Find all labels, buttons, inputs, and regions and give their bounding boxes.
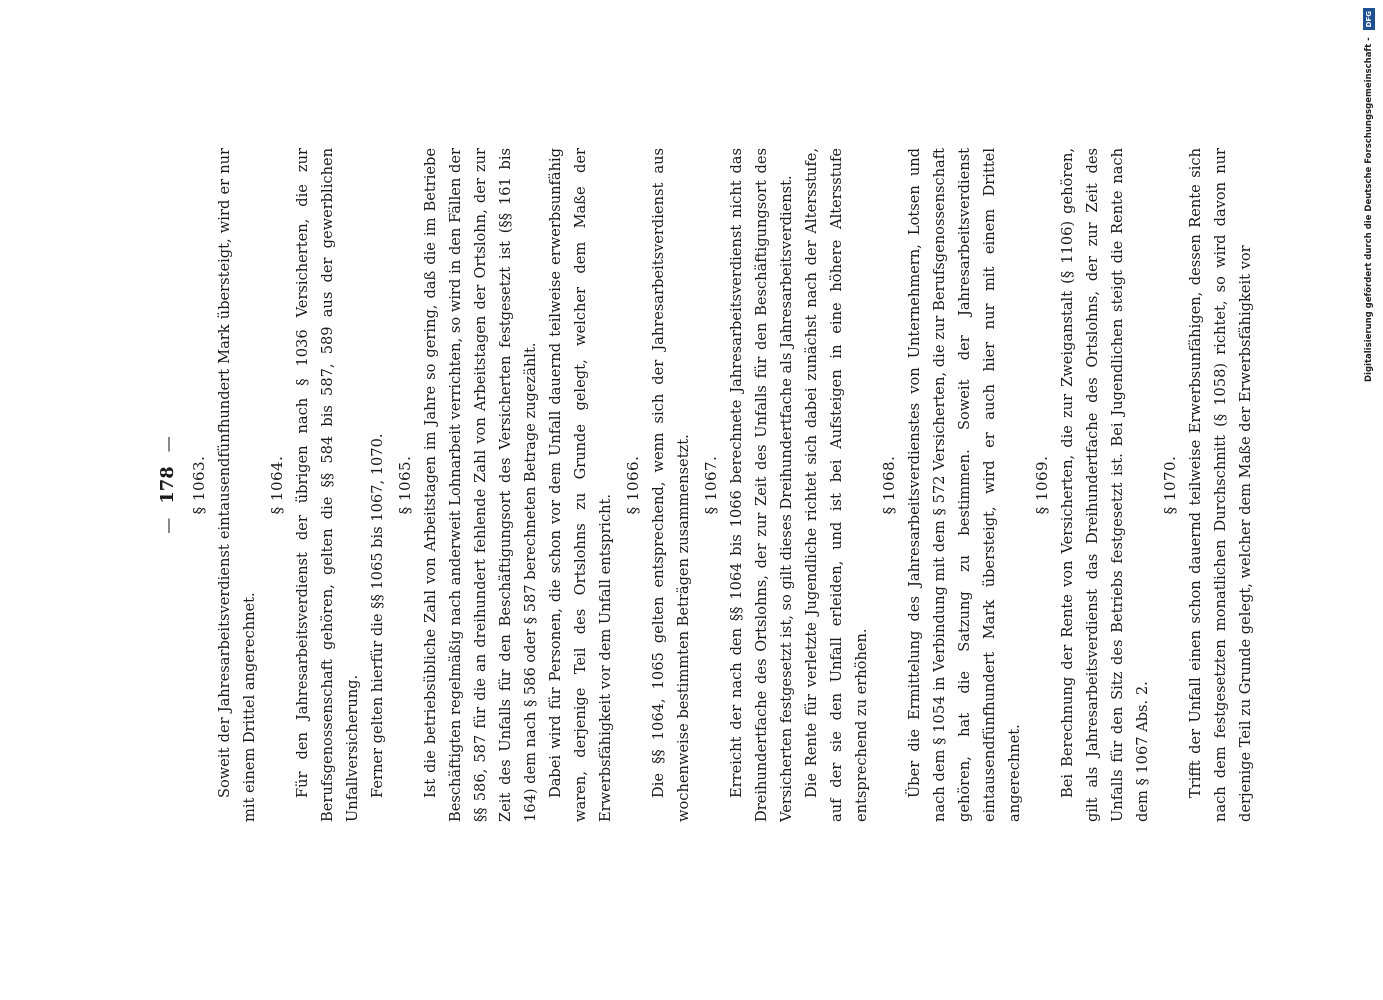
section-heading: § 1068. bbox=[880, 455, 898, 515]
paragraph: Die §§ 1064, 1065 gelten entsprechend, wenn sich der Jahresarbeitsverdienst aus wochenweise bestimmten Beträgen zusammensetzt. bbox=[650, 148, 692, 822]
section-heading: § 1070. bbox=[1161, 455, 1179, 515]
section bbox=[396, 148, 618, 822]
dfg-logo: DFG bbox=[1363, 8, 1375, 30]
sections-container bbox=[190, 148, 1258, 822]
paragraph: Über die Ermittelung des Jahresarbeitsverdienstes von Unternehmern, Lotsen und nach dem § 1054 in Verbindung mit dem § 572 Versicherten, die zur Berufsgenossenschaft gehören, hat die Satzung zu bestimmen. Soweit der Jahresarbeitsverdienst eintausendfünfhundert Mark übersteigt, wird er auch hier nur mit einem Drittel angerechnet. bbox=[906, 148, 1023, 822]
section bbox=[702, 148, 874, 822]
paragraph: Die Rente für verletzte Jugendliche richtet sich dabei zunächst nach der Altersstufe, auf der sie den Unfall erleiden, und ist bei Aufsteigen in eine höhere Altersstufe entsprechend zu erhöhen. bbox=[803, 148, 870, 822]
credit-text: Digitalisierung gefördert durch die Deutsche Forschungsgemeinschaft - bbox=[1364, 37, 1374, 382]
section-heading: § 1067. bbox=[702, 455, 720, 515]
digitization-credit bbox=[1360, 8, 1378, 992]
section-heading: § 1065. bbox=[396, 455, 414, 515]
header-dash-left: — bbox=[157, 517, 177, 534]
section bbox=[880, 148, 1027, 822]
section-heading: § 1064. bbox=[268, 455, 286, 515]
section-heading: § 1066. bbox=[624, 455, 642, 515]
paragraph: Dabei wird für Personen, die schon vor dem Unfall dauernd teilweise erwerbsunfähig waren, derjenige Teil des Ortslohns zu Grunde gelegt, welcher dem Maße der Erwerbsfähigkeit vor dem Unfall entspricht. bbox=[547, 148, 614, 822]
document-page bbox=[150, 140, 1254, 830]
section bbox=[1033, 148, 1155, 822]
section bbox=[268, 148, 390, 822]
page-header bbox=[150, 148, 184, 822]
section bbox=[624, 148, 696, 822]
paragraph: Ferner gelten hierfür die §§ 1065 bis 1067, 1070. bbox=[369, 433, 386, 798]
paragraph: Für den Jahresarbeitsverdienst der übrigen nach § 1036 Versicherten, die zur Berufsgenossenschaft gehören, gelten die §§ 584 bis 587, 589 aus der gewerblichen Unfallversicherung. bbox=[294, 148, 361, 822]
page-frame bbox=[150, 140, 1254, 830]
section bbox=[190, 148, 262, 822]
section-heading: § 1069. bbox=[1033, 455, 1051, 515]
section-heading: § 1063. bbox=[190, 455, 208, 515]
paragraph: Erreicht der nach den §§ 1064 bis 1066 berechnete Jahresarbeitsverdienst nicht das Dreihundertfache des Ortslohns, der zur Zeit des Unfalls für den Beschäftigungsort des Versicherten festgesetzt ist, so gilt dieses Dreihundertfache als Jahresarbeitsverdienst. bbox=[728, 148, 795, 822]
paragraph: Soweit der Jahresarbeitsverdienst eintausendfünfhundert Mark übersteigt, wird er nur mit einem Drittel angerechnet. bbox=[216, 148, 258, 822]
paragraph: Bei Berechnung der Rente von Versicherten, die zur Zweiganstalt (§ 1106) gehören, gilt als Jahresarbeitsverdienst das Dreihundertfache des Ortslohns, der zur Zeit des Unfalls für den Sitz des Betriebs festgesetzt ist. Bei Jugendlichen steigt die Rente nach dem § 1067 Abs. 2. bbox=[1059, 148, 1151, 822]
section bbox=[1161, 148, 1258, 822]
paragraph: Trifft der Unfall einen schon dauernd teilweise Erwerbsunfähigen, dessen Rente sich nach dem festgesetzten monatlichen Durchschnitt (§ 1058) richtet, so wird davon nur derjenige Teil zu Grunde gelegt, welcher dem Maße der Erwerbsfähigkeit vor bbox=[1187, 148, 1254, 822]
page-number: 178 bbox=[156, 466, 178, 504]
paragraph: Ist die betriebsübliche Zahl von Arbeitstagen im Jahre so gering, daß die im Betriebe Beschäftigten regelmäßig nach anderweit Lohnarbeit verrichten, so wird in den Fällen der §§ 586, 587 für die an dreihundert fehlende Zahl von Arbeitstagen der Ortslohn, der zur Zeit des Unfalls für den Beschäftigungsort des Versicherten festgesetzt ist (§§ 161 bis 164) dem nach § 586 oder § 587 berechneten Betrage zugezählt. bbox=[422, 148, 539, 822]
digitization-credit-text bbox=[1360, 8, 1378, 992]
header-dash-right: — bbox=[157, 436, 177, 453]
